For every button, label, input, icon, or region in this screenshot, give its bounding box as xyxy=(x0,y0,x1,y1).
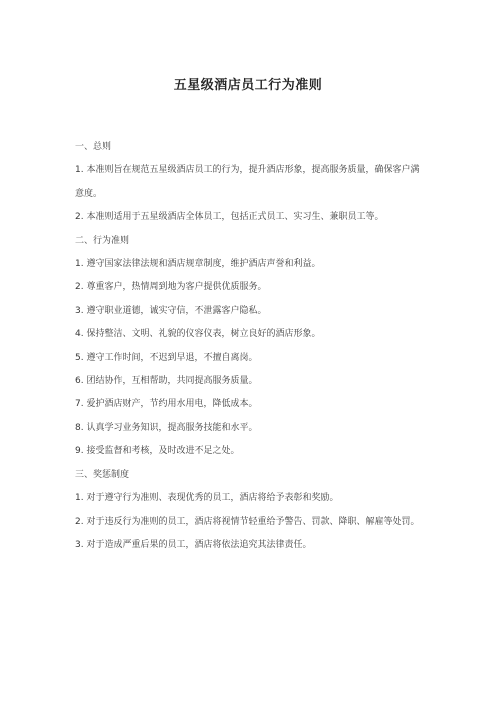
section-heading-conduct: 二、行为准则 xyxy=(75,235,130,246)
document-body xyxy=(75,136,425,557)
list-item: 1. 对于遵守行为准则、表现优秀的员工，酒店将给予表彰和奖励。 xyxy=(75,493,339,504)
page-title: 五星级酒店员工行为准则 xyxy=(173,78,323,93)
list-item: 6. 团结协作，互相帮助，共同提高服务质量。 xyxy=(75,376,258,387)
list-item: 7. 爱护酒店财产，节约用水用电，降低成本。 xyxy=(75,399,258,410)
list-item: 2. 对于违反行为准则的员工，酒店将视情节轻重给予警告、罚款、降职、解雇等处罚。 xyxy=(75,516,420,527)
list-item: 1. 本准则旨在规范五星级酒店员工的行为，提升酒店形象，提高服务质量，确保客户满意度。 xyxy=(75,165,420,199)
list-item: 3. 遵守职业道德，诚实守信，不泄露客户隐私。 xyxy=(75,305,267,316)
section-heading-rewards: 三、奖惩制度 xyxy=(75,469,130,480)
list-item: 3. 对于造成严重后果的员工，酒店将依法追究其法律责任。 xyxy=(75,539,312,550)
list-item: 4. 保持整洁、文明、礼貌的仪容仪表，树立良好的酒店形象。 xyxy=(75,329,321,340)
list-item: 1. 遵守国家法律法规和酒店规章制度，维护酒店声誉和利益。 xyxy=(75,259,321,270)
list-item: 9. 接受监督和考核，及时改进不足之处。 xyxy=(75,446,240,457)
list-item: 5. 遵守工作时间，不迟到早退，不擅自离岗。 xyxy=(75,352,258,363)
list-item: 2. 本准则适用于五星级酒店全体员工，包括正式员工、实习生、兼职员工等。 xyxy=(75,212,384,223)
list-item: 2. 尊重客户，热情周到地为客户提供优质服务。 xyxy=(75,282,267,293)
section-heading-general: 一、总则 xyxy=(75,142,112,152)
list-item: 8. 认真学习业务知识，提高服务技能和水平。 xyxy=(75,422,258,433)
